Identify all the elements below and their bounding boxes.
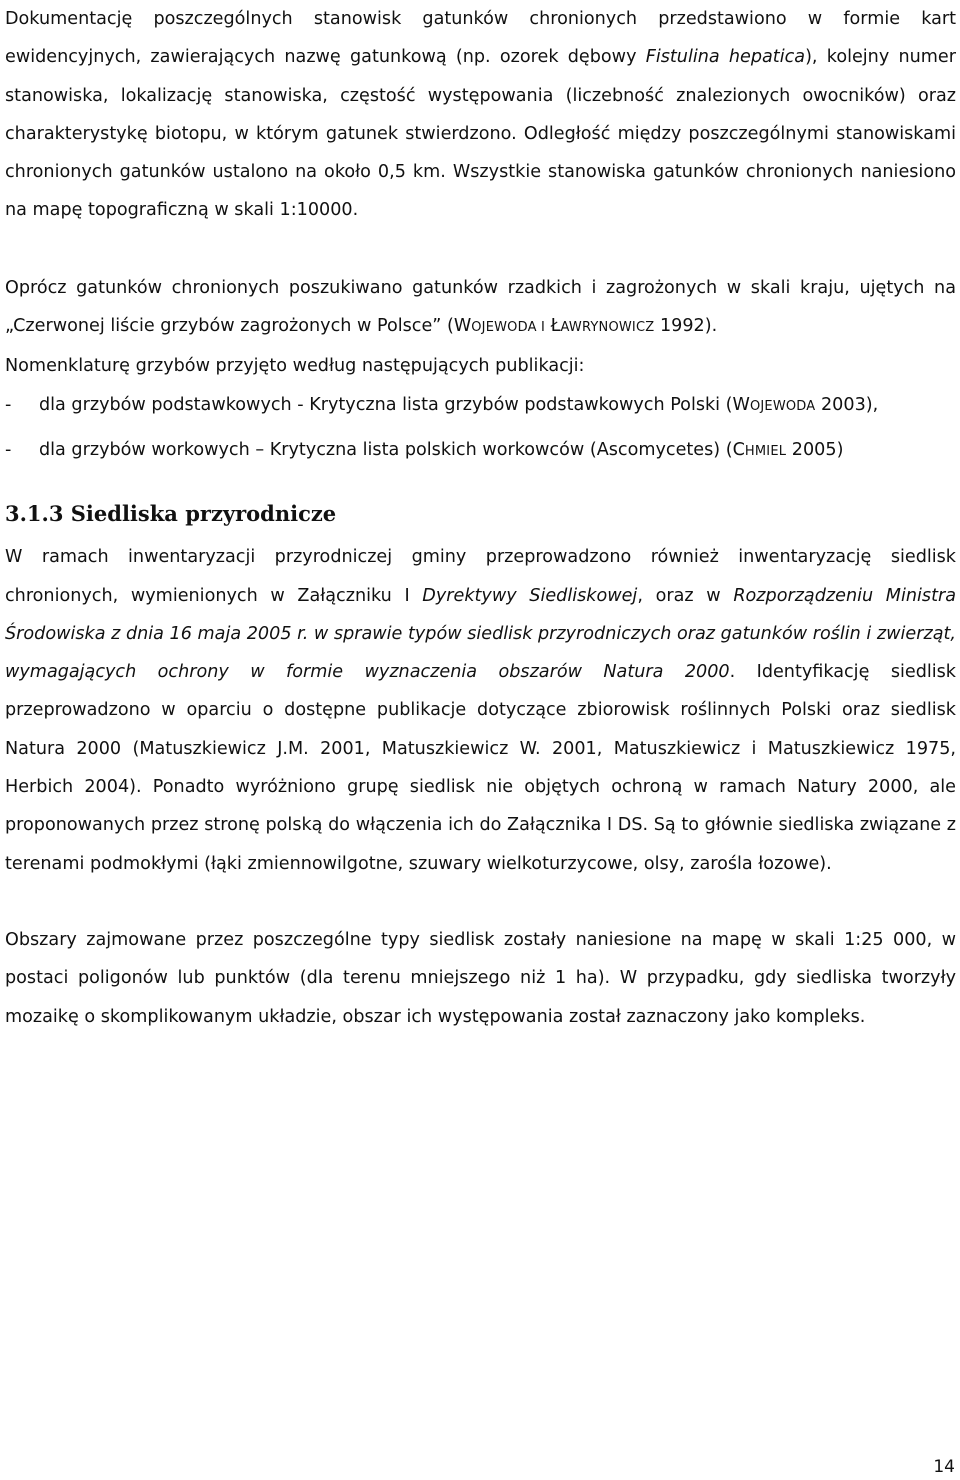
list-dash: - xyxy=(5,394,12,415)
paragraph-habitat-mapping: Obszary zajmowane przez poszczególne typy siedlisk zostały naniesione na mapę w skali 1:25 000, w postaci poligonów lub punktów (dla terenu mniejszego niż 1 ha). W przypadku, gdy siedliska tworzyły mozaikę o skomplikowanym układzie, obszar ich występowania został zaznaczony jako kompleks. xyxy=(5,929,956,1027)
section-heading: 3.1.3 Siedliska przyrodnicze xyxy=(5,501,337,527)
list-dash: - xyxy=(5,439,12,460)
paragraph-rare-species: Oprócz gatunków chronionych poszukiwano gatunków rzadkich i zagrożonych w skali kraju, ujętych na „Czerwonej liście grzybów zagrożonych w Polsce” (WOJEWODA I ŁAWRYNOWICZ 1992). xyxy=(5,277,956,337)
list-item xyxy=(5,386,956,426)
page-number: 14 xyxy=(933,1457,955,1477)
paragraph-nomenclature: Nomenklaturę grzybów przyjęto według następujących publikacji: xyxy=(5,356,585,377)
list-item-text: dla grzybów workowych – Krytyczna lista polskich workowców (Ascomycetes) (CHMIEL 2005) xyxy=(39,439,844,460)
paragraph-habitats: W ramach inwentaryzacji przyrodniczej gminy przeprowadzono również inwentaryzację siedlisk chronionych, wymienionych w Załączniku I Dyrektywy Siedliskowej, oraz w Rozporządzeniu Ministra Środowiska z dnia 16 maja 2005 r. w sprawie typów siedlisk przyrodniczych oraz gatunków roślin i zwierząt, wymagających ochrony w formie wyznaczenia obszarów Natura 2000. Identyfikację siedlisk przeprowadzono w oparciu o dostępne publikacje dotyczące zbiorowisk roślinnych Polski oraz siedlisk Natura 2000 (Matuszkiewicz J.M. 2001, Matuszkiewicz W. 2001, Matuszkiewicz i Matuszkiewicz 1975, Herbich 2004). Ponadto wyróżniono grupę siedlisk nie objętych ochroną w ramach Natury 2000, ale proponowanych przez stronę polską do włączenia ich do Załącznika I DS. Są to głównie siedliska związane z terenami podmokłymi (łąki zmiennowilgotne, szuwary wielkoturzycowe, olsy, zarośla łozowe). xyxy=(5,547,956,874)
paragraph-station-documentation: Dokumentację poszczególnych stanowisk gatunków chronionych przedstawiono w formie kart ewidencyjnych, zawierających nazwę gatunkową (np. ozorek dębowy Fistulina hepatica), kolejny numer stanowiska, lokalizację stanowiska, częstość występowania (liczebność znalezionych owocników) oraz charakterystykę biotopu, w którym gatunek stwierdzono. Odległość między poszczególnymi stanowiskami chronionych gatunków ustalono na około 0,5 km. Wszystkie stanowiska gatunków chronionych naniesiono na mapę topograficzną w skali 1:10000. xyxy=(5,9,956,221)
document-page xyxy=(5,0,956,1036)
list-item-text: dla grzybów podstawkowych - Krytyczna lista grzybów podstawkowych Polski (WOJEWODA 2003), xyxy=(39,394,879,415)
species-name: Fistulina hepatica xyxy=(645,47,806,68)
list-item xyxy=(5,431,956,471)
